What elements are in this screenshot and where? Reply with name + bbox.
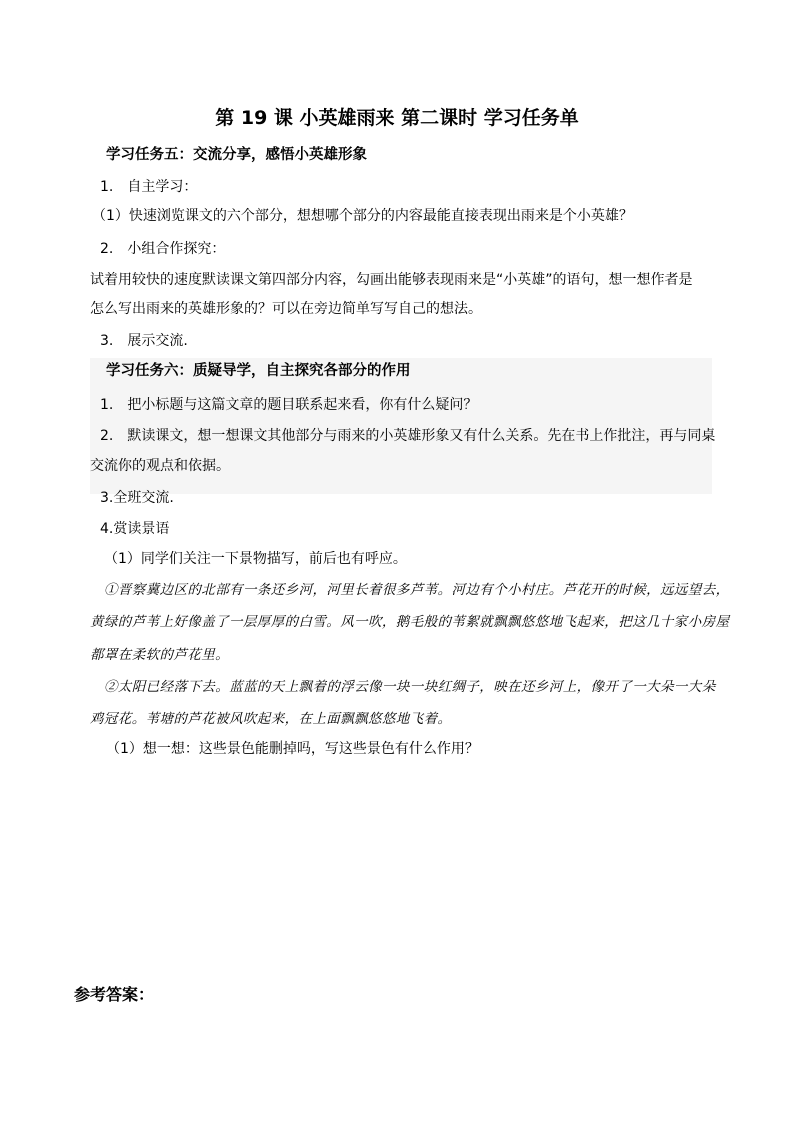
quote-1-line-1: ①晋察冀边区的北部有一条还乡河，河里长着很多芦苇。河边有个小村庄。芦花开的时候，远远望去，	[104, 582, 730, 598]
task5-step1: 1. 自主学习：	[100, 179, 198, 195]
task5-step2: 2. 小组合作探究：	[100, 241, 226, 257]
task5-heading: 学习任务五：交流分享，感悟小英雄形象	[106, 147, 367, 163]
quote-1-line-3: 都罩在柔软的芦花里。	[90, 647, 229, 663]
task5-step2-text-2: 怎么写出雨来的英雄形象的？可以在旁边简单写写自己的想法。	[90, 301, 482, 317]
task6-heading: 学习任务六：质疑导学，自主探究各部分的作用	[106, 363, 411, 379]
task6-question-2-line-1: 2. 默读课文，想一想课文其他部分与雨来的小英雄形象又有什么关系。先在书上作批注，再与同桌	[100, 428, 716, 444]
answer-label: 参考答案：	[74, 985, 155, 1004]
task6-question-3: 3.全班交流.	[100, 490, 174, 506]
task6-question-4-sub: （1）同学们关注一下景物描写，前后也有呼应。	[104, 551, 407, 567]
task6-think-question: （1）想一想：这些景色能删掉吗，写这些景色有什么作用？	[106, 741, 479, 757]
quote-1-line-2: 黄绿的芦苇上好像盖了一层厚厚的白雪。风一吹，鹅毛般的苇絮就飘飘悠悠地飞起来，把这几十家小房屋	[90, 614, 730, 630]
task6-question-1: 1. 把小标题与这篇文章的题目联系起来看，你有什么疑问？	[100, 397, 478, 413]
page-title: 第 19 课 小英雄雨来 第二课时 学习任务单	[215, 107, 579, 129]
task6-question-2-line-2: 交流你的观点和依据。	[90, 458, 230, 474]
task5-step3: 3. 展示交流.	[100, 333, 188, 349]
quote-2-line-2: 鸡冠花。苇塘的芦花被风吹起来，在上面飘飘悠悠地飞着。	[90, 711, 452, 727]
task6-question-4: 4.赏读景语	[100, 521, 170, 537]
task5-step2-text-1: 试着用较快的速度默读课文第四部分内容，勾画出能够表现雨来是“小英雄”的语句，想一想作者是	[90, 272, 693, 288]
quote-2-line-1: ②太阳已经落下去。蓝蓝的天上飘着的浮云像一块一块红绸子，映在还乡河上，像开了一大朵一大朵	[104, 679, 716, 695]
task5-step1-question: （1）快速浏览课文的六个部分，想想哪个部分的内容最能直接表现出雨来是个小英雄？	[92, 208, 633, 224]
